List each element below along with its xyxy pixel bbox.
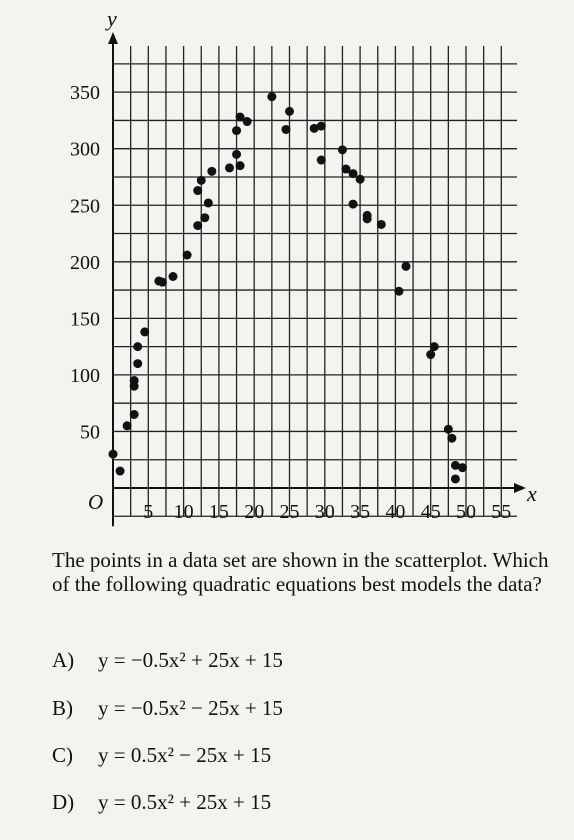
choice-equation: y = 0.5x² − 25x + 15 — [98, 743, 272, 767]
data-point — [356, 175, 365, 184]
data-point — [207, 167, 216, 176]
data-point — [267, 92, 276, 101]
y-tick-label: 250 — [70, 195, 100, 218]
data-point — [169, 272, 178, 281]
x-tick-label: 30 — [314, 501, 335, 523]
y-tick-label: 150 — [70, 308, 100, 331]
x-tick-label: 40 — [385, 501, 406, 523]
choice-letter: C) — [52, 743, 73, 767]
data-point — [193, 221, 202, 230]
data-point — [338, 145, 347, 154]
y-tick-label: 200 — [70, 251, 100, 274]
choice-a[interactable] — [52, 648, 283, 678]
data-point — [317, 156, 326, 165]
x-tick-label: 25 — [279, 501, 300, 523]
data-point — [377, 220, 386, 229]
data-point — [200, 213, 209, 222]
x-axis-arrow — [514, 483, 526, 493]
choice-letter: D) — [52, 790, 75, 814]
data-point — [317, 122, 326, 131]
y-axis-arrow — [108, 32, 118, 44]
data-point — [458, 463, 467, 472]
data-point — [232, 126, 241, 135]
origin-label: O — [88, 490, 104, 514]
data-point — [349, 200, 358, 209]
x-tick-label: 35 — [350, 501, 371, 523]
data-point — [204, 198, 213, 207]
y-tick-label: 350 — [70, 82, 100, 105]
y-tick-label: 50 — [80, 421, 100, 444]
data-point — [193, 186, 202, 195]
x-tick-label: 10 — [173, 501, 194, 523]
choice-d[interactable] — [52, 790, 271, 820]
data-point — [281, 125, 290, 134]
data-point — [183, 251, 192, 260]
data-point — [236, 161, 245, 170]
y-tick-label: 100 — [70, 364, 100, 387]
chart-grid — [113, 46, 517, 516]
y-axis-label: y — [107, 6, 117, 31]
choice-letter: A) — [52, 648, 75, 672]
data-point — [130, 410, 139, 419]
data-point — [363, 214, 372, 223]
data-point — [232, 150, 241, 159]
data-point — [394, 287, 403, 296]
data-point — [285, 107, 294, 116]
data-point — [349, 169, 358, 178]
x-tick-label: 45 — [420, 501, 441, 523]
x-tick-label: 15 — [208, 501, 229, 523]
data-point — [133, 342, 142, 351]
data-point — [130, 376, 139, 385]
x-tick-label: 5 — [143, 501, 154, 523]
data-point — [225, 163, 234, 172]
data-point — [109, 450, 118, 459]
choice-equation: y = −0.5x² − 25x + 15 — [98, 696, 283, 720]
data-point — [243, 117, 252, 126]
choice-c[interactable] — [52, 743, 271, 773]
choice-letter: B) — [52, 696, 73, 720]
x-tick-label: 55 — [491, 501, 512, 523]
choice-equation: y = −0.5x² + 25x + 15 — [98, 648, 283, 672]
data-point — [133, 359, 142, 368]
data-point — [123, 421, 132, 430]
y-tick-label: 300 — [70, 138, 100, 161]
data-point — [158, 278, 167, 287]
data-point — [197, 176, 206, 185]
choice-equation: y = 0.5x² + 25x + 15 — [98, 790, 272, 814]
data-point — [116, 467, 125, 476]
data-point — [140, 327, 149, 336]
data-point — [426, 350, 435, 359]
data-point — [430, 342, 439, 351]
data-point — [447, 434, 456, 443]
data-point — [444, 425, 453, 434]
x-axis-label: x — [527, 481, 537, 506]
x-tick-label: 50 — [456, 501, 476, 523]
choice-b[interactable] — [52, 696, 283, 726]
data-point — [451, 474, 460, 483]
data-point — [401, 262, 410, 271]
x-tick-label: 20 — [244, 501, 265, 523]
question-text: The points in a data set are shown in the scatterplot. Which of the following quadratic equations best models the data? — [52, 548, 549, 596]
